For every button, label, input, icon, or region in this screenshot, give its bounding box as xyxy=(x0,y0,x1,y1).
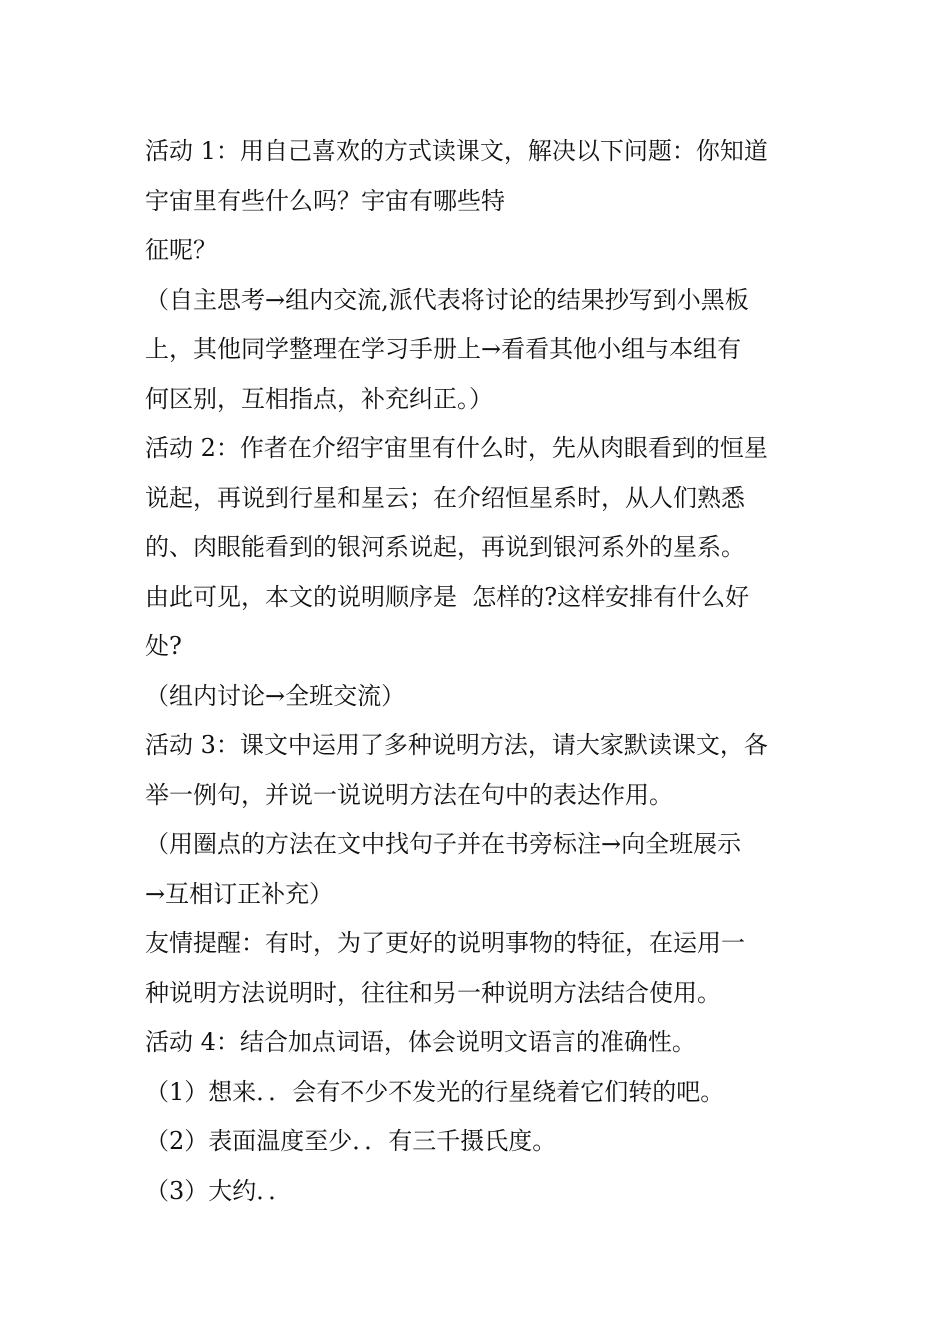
activity-3-line-2: 举一例句，并说一说说明方法在句中的表达作用。 xyxy=(145,780,673,809)
document-body xyxy=(145,127,810,1216)
activity-3-note-line-1: （用圈点的方法在文中找句子并在书旁标注→向全班展示 xyxy=(145,830,742,858)
activity-1-note-line-3: 何区别，互相指点，补充纠正。） xyxy=(145,384,493,413)
activity-2-line-4: 由此可见，本文的说明顺序是 怎样的?这样安排有什么好 xyxy=(145,582,750,611)
activity-2-line-1: 活动 2：作者在介绍宇宙里有什么时，先从肉眼看到的恒星 xyxy=(145,434,768,462)
activity-4-line: 活动 4：结合加点词语，体会说明文语言的准确性。 xyxy=(145,1028,696,1056)
activity-3-note-line-2: →互相订正补充） xyxy=(145,879,334,908)
activity-2-line-2: 说起，再说到行星和星云；在介绍恒星系时，从人们熟悉 xyxy=(145,483,745,512)
reminder-line-1: 友情提醒：有时，为了更好的说明事物的特征，在运用一 xyxy=(145,929,745,957)
activity-4-item-2: （2）表面温度至少．．有三千摄氏度。 xyxy=(145,1127,557,1155)
activity-4-item-3: （3）大约．． xyxy=(145,1176,293,1205)
activity-1-note-line-1: （自主思考→组内交流,派代表将讨论的结果抄写到小黑板 xyxy=(145,285,749,314)
activity-4-item-1: （1）想来．．会有不少不发光的行星绕着它们转的吧。 xyxy=(145,1077,725,1106)
activity-1-line-1: 活动 1：用自己喜欢的方式读课文，解决以下问题：你知道 xyxy=(145,137,768,165)
activity-1-note-line-2: 上，其他同学整理在学习手册上→看看其他小组与本组有 xyxy=(145,335,742,363)
activity-3-line-1: 活动 3：课文中运用了多种说明方法，请大家默读课文，各 xyxy=(145,731,768,759)
activity-2-line-5: 处? xyxy=(145,632,182,660)
activity-1-line-3: 征呢？ xyxy=(145,236,217,264)
activity-2-line-3: 的、肉眼能看到的银河系说起，再说到银河系外的星系。 xyxy=(145,533,745,561)
reminder-line-2: 种说明方法说明时，往往和另一种说明方法结合使用。 xyxy=(145,978,721,1007)
activity-1-line-2: 宇宙里有些什么吗？宇宙有哪些特 xyxy=(145,186,505,215)
activity-2-note: （组内讨论→全班交流） xyxy=(145,681,406,710)
